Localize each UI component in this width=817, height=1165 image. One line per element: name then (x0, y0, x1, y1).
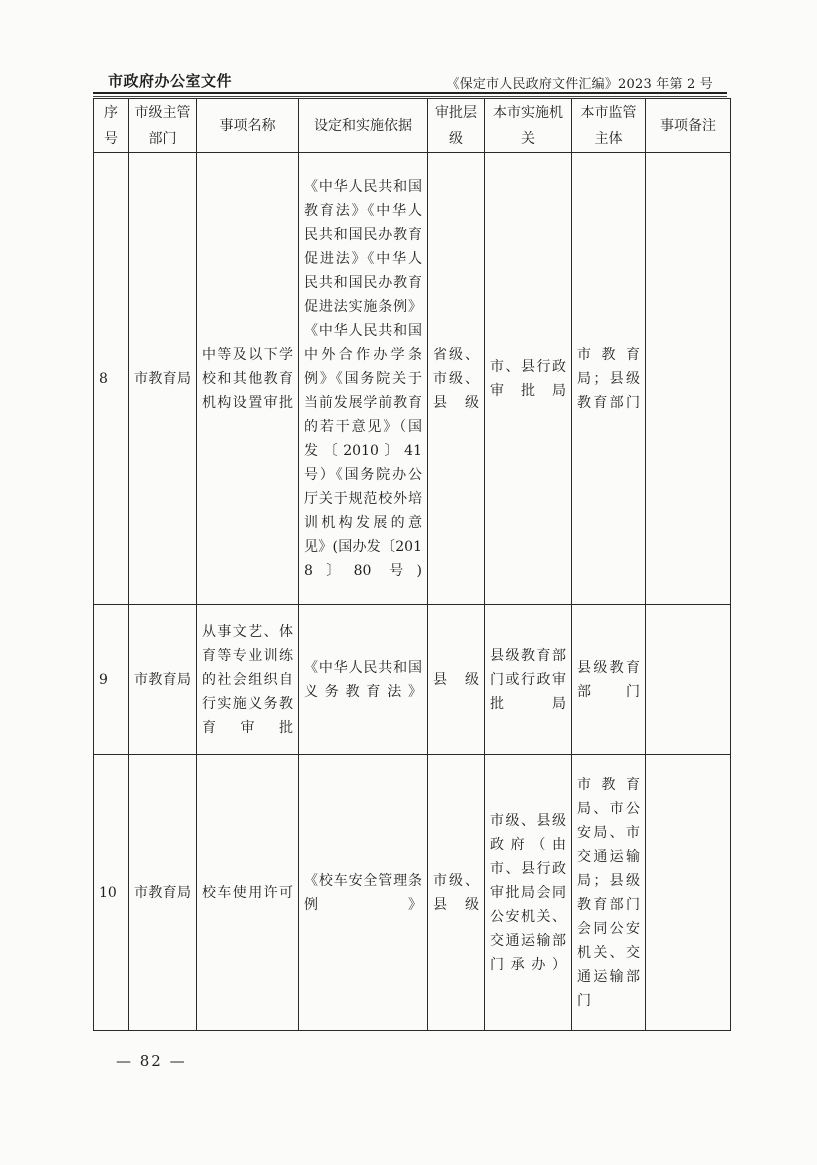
table-row (94, 755, 731, 1031)
row-seq: 8 (94, 153, 129, 605)
row-supervisor: 市教育局；县级教育部门 (572, 153, 646, 605)
row-note (646, 153, 731, 605)
row-supervisor: 县级教育部门 (572, 605, 646, 755)
row-level: 市级、县级 (428, 755, 485, 1031)
row-note (646, 605, 731, 755)
column-header-name: 事项名称 (197, 99, 299, 153)
row-level: 省级、市级、县级 (428, 153, 485, 605)
row-agency: 市、县行政审批局 (485, 153, 572, 605)
page-number: — 82 — (116, 1052, 187, 1070)
column-header-seq: 序号 (94, 99, 129, 153)
column-header-supervisor: 本市监管主体 (572, 99, 646, 153)
table-row (94, 605, 731, 755)
column-header-agency: 本市实施机关 (485, 99, 572, 153)
collection-issue-title: 《保定市人民政府文件汇编》2023 年第 2 号 (446, 77, 713, 92)
row-dept: 市教育局 (129, 153, 197, 605)
header-rule-thick (93, 92, 727, 94)
document-header-title: 市政府办公室文件 (108, 72, 233, 90)
column-header-level: 审批层级 (428, 99, 485, 153)
column-header-note: 事项备注 (646, 99, 731, 153)
row-level: 县级 (428, 605, 485, 755)
row-item-name: 从事文艺、体育等专业训练的社会组织自行实施义务教育审批 (197, 605, 299, 755)
row-note (646, 755, 731, 1031)
row-seq: 10 (94, 755, 129, 1031)
row-agency: 市级、县级政府（由市、县行政审批局会同公安机关、交通运输部门承办） (485, 755, 572, 1031)
table-header-row (94, 99, 731, 153)
column-header-basis: 设定和实施依据 (299, 99, 428, 153)
row-dept: 市教育局 (129, 755, 197, 1031)
row-basis: 《校车安全管理条例》 (299, 755, 428, 1031)
column-header-dept: 市级主管部门 (129, 99, 197, 153)
row-item-name: 中等及以下学校和其他教育机构设置审批 (197, 153, 299, 605)
row-supervisor: 市教育局、市公安局、市交通运输局；县级教育部门会同公安机关、交通运输部门 (572, 755, 646, 1031)
row-basis: 《中华人民共和国义务教育法》 (299, 605, 428, 755)
row-seq: 9 (94, 605, 129, 755)
row-basis: 《中华人民共和国教育法》《中华人民共和国民办教育促进法》《中华人民共和国民办教育促进法实施条例》《中华人民共和国中外合作办学条例》《国务院关于当前发展学前教育的若干意见》（国发〔2010〕41 号）《国务院办公厅关于规范校外培训机构发展的意见》(国办发〔2018〕80 号) (299, 153, 428, 605)
row-item-name: 校车使用许可 (197, 755, 299, 1031)
row-dept: 市教育局 (129, 605, 197, 755)
row-agency: 县级教育部门或行政审批局 (485, 605, 572, 755)
header-rule-thin (93, 96, 727, 97)
approval-items-table (93, 98, 731, 1031)
table-row (94, 153, 731, 605)
